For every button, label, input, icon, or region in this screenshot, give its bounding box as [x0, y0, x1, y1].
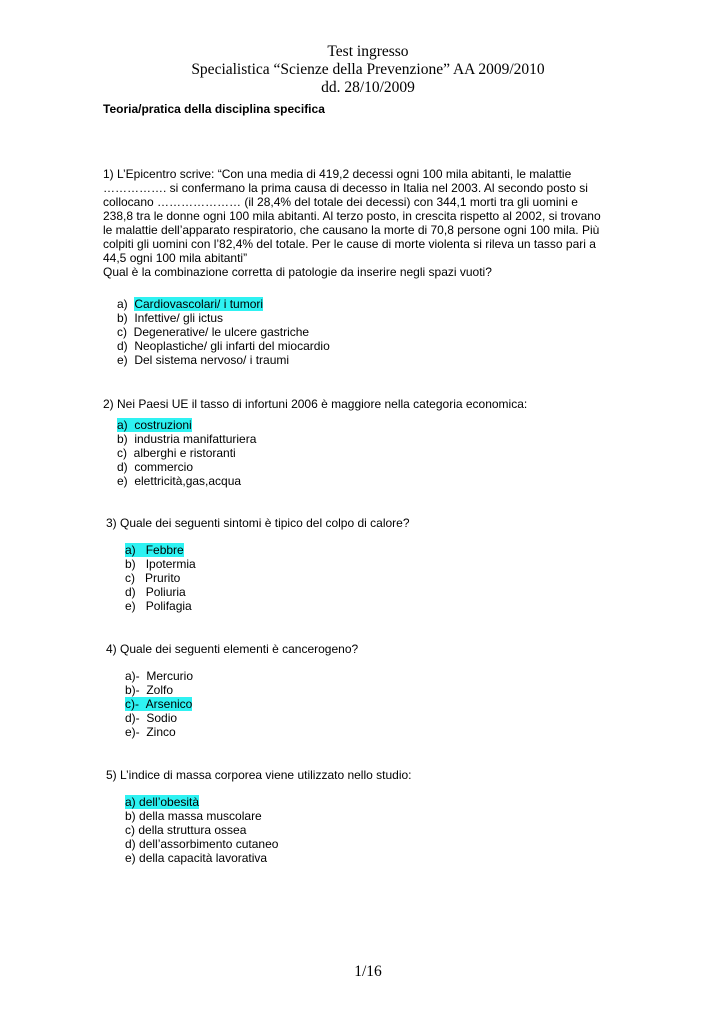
header-date: dd. 28/10/2009	[321, 79, 415, 96]
option-text: della capacità lavorativa	[139, 851, 268, 865]
option-text: Sodio	[146, 711, 178, 725]
question-1-line: colpiti gli uomini con l’82,4% del totale. Per le cause di morte violenta si rileva un tasso pari a	[103, 237, 596, 251]
q4-option-a	[125, 669, 193, 683]
option-text: Ipotermia	[145, 557, 196, 571]
option-text: industria manifatturiera	[134, 432, 257, 446]
q4-option-c	[125, 697, 192, 711]
question-1-line: Qual è la combinazione corretta di patologie da inserire negli spazi vuoti?	[103, 265, 492, 279]
option-marker: e)	[125, 599, 136, 613]
header-title: Test ingresso	[327, 43, 409, 60]
page-number: 1/16	[354, 963, 382, 980]
q1-option-b	[117, 311, 223, 325]
correct-answer-highlight: c)- Arsenico	[125, 697, 193, 711]
q3-option-d	[125, 585, 186, 599]
q1-option-e	[117, 353, 289, 367]
q5-option-c	[125, 823, 246, 837]
q4-option-b	[125, 683, 173, 697]
q5-option-e	[125, 851, 267, 865]
option-marker: c)	[117, 446, 127, 460]
question-1-line: ……………. si confermano la prima causa di decesso in Italia nel 2003. Al secondo posto si	[103, 181, 588, 195]
option-marker: b)	[117, 432, 128, 446]
option-marker: b)-	[125, 683, 140, 697]
q3-option-e	[125, 599, 192, 613]
option-text: Infettive/ gli ictus	[134, 311, 224, 325]
document-header	[0, 43, 724, 97]
question-1-line: 1) L’Epicentro scrive: “Con una media di 419,2 decessi ogni 100 mila abitanti, le malattie	[103, 167, 572, 181]
option-text: Poliuria	[145, 585, 186, 599]
question-1-line: 44,5 ogni 100 mila abitanti”	[103, 251, 248, 265]
option-marker: c)	[125, 823, 135, 837]
correct-answer-highlight: a) Febbre	[125, 543, 184, 557]
header-course: Specialistica “Scienze della Prevenzione” AA 2009/2010	[191, 61, 545, 78]
option-marker: a)	[117, 297, 128, 311]
option-text: Zinco	[146, 725, 176, 739]
question-5: 5) L’indice di massa corporea viene utilizzato nello studio:	[106, 768, 412, 782]
page-footer	[0, 963, 724, 981]
option-marker: e)	[117, 474, 128, 488]
option-marker: e)	[117, 353, 128, 367]
option-marker: d)	[117, 460, 128, 474]
q5-option-b	[125, 809, 262, 823]
q3-option-b	[125, 557, 196, 571]
option-text: Zolfo	[146, 683, 174, 697]
q3-option-a	[125, 543, 184, 557]
option-text: Degenerative/ le ulcere gastriche	[133, 325, 310, 339]
q2-option-c	[117, 446, 236, 460]
correct-answer-highlight: Cardiovascolari/ i tumori	[134, 297, 264, 311]
option-text: Mercurio	[146, 669, 194, 683]
option-marker: d)-	[125, 711, 140, 725]
correct-answer-highlight: a) dell’obesità	[125, 795, 200, 809]
option-text: elettricità,gas,acqua	[134, 474, 242, 488]
option-text: della struttura ossea	[138, 823, 247, 837]
q1-option-c	[117, 325, 309, 339]
q5-option-d	[125, 837, 278, 851]
section-title: Teoria/pratica della disciplina specifica	[103, 102, 325, 116]
option-marker: d)	[125, 837, 136, 851]
option-marker: e)-	[125, 725, 140, 739]
option-marker: e)	[125, 851, 136, 865]
q2-option-d	[117, 460, 193, 474]
q4-option-d	[125, 711, 177, 725]
option-text: alberghi e ristoranti	[133, 446, 236, 460]
option-marker: c)	[117, 325, 127, 339]
option-text: commercio	[134, 460, 194, 474]
option-marker: a)-	[125, 669, 140, 683]
option-text: Neoplastiche/ gli infarti del miocardio	[134, 339, 330, 353]
option-marker: c)	[125, 571, 135, 585]
option-marker: b)	[125, 809, 136, 823]
q4-option-e	[125, 725, 176, 739]
question-1-line: le malattie dell’apparato respiratorio, che causano la morte di 70,8 persone ogni 100 mila. Più	[103, 223, 600, 237]
option-text: dell’assorbimento cutaneo	[139, 837, 279, 851]
option-text: Prurito	[145, 571, 181, 585]
q2-option-a	[117, 418, 192, 432]
q3-option-c	[125, 571, 180, 585]
q1-option-a	[117, 297, 263, 311]
option-text: Del sistema nervoso/ i traumi	[134, 353, 290, 367]
q2-option-e	[117, 474, 241, 488]
question-1	[103, 167, 601, 279]
q2-option-b	[117, 432, 256, 446]
question-1-line: 238,8 tra le donne ogni 100 mila abitanti. Al terzo posto, in crescita rispetto al 2002, si trovano	[103, 209, 601, 223]
q1-option-d	[117, 339, 330, 353]
question-4: 4) Quale dei seguenti elementi è cancerogeno?	[106, 642, 359, 656]
option-marker: b)	[125, 557, 136, 571]
option-marker: d)	[125, 585, 136, 599]
question-1-line: collocano ………………… (il 28,4% del totale dei decessi) con 344,1 morti tra gli uomini e	[103, 195, 578, 209]
option-marker: b)	[117, 311, 128, 325]
question-3: 3) Quale dei seguenti sintomi è tipico del colpo di calore?	[106, 516, 410, 530]
option-text: Polifagia	[145, 599, 192, 613]
option-text: della massa muscolare	[139, 809, 262, 823]
question-2: 2) Nei Paesi UE il tasso di infortuni 2006 è maggiore nella categoria economica:	[103, 397, 528, 411]
correct-answer-highlight: a) costruzioni	[117, 418, 192, 432]
option-marker: d)	[117, 339, 128, 353]
q5-option-a	[125, 795, 199, 809]
